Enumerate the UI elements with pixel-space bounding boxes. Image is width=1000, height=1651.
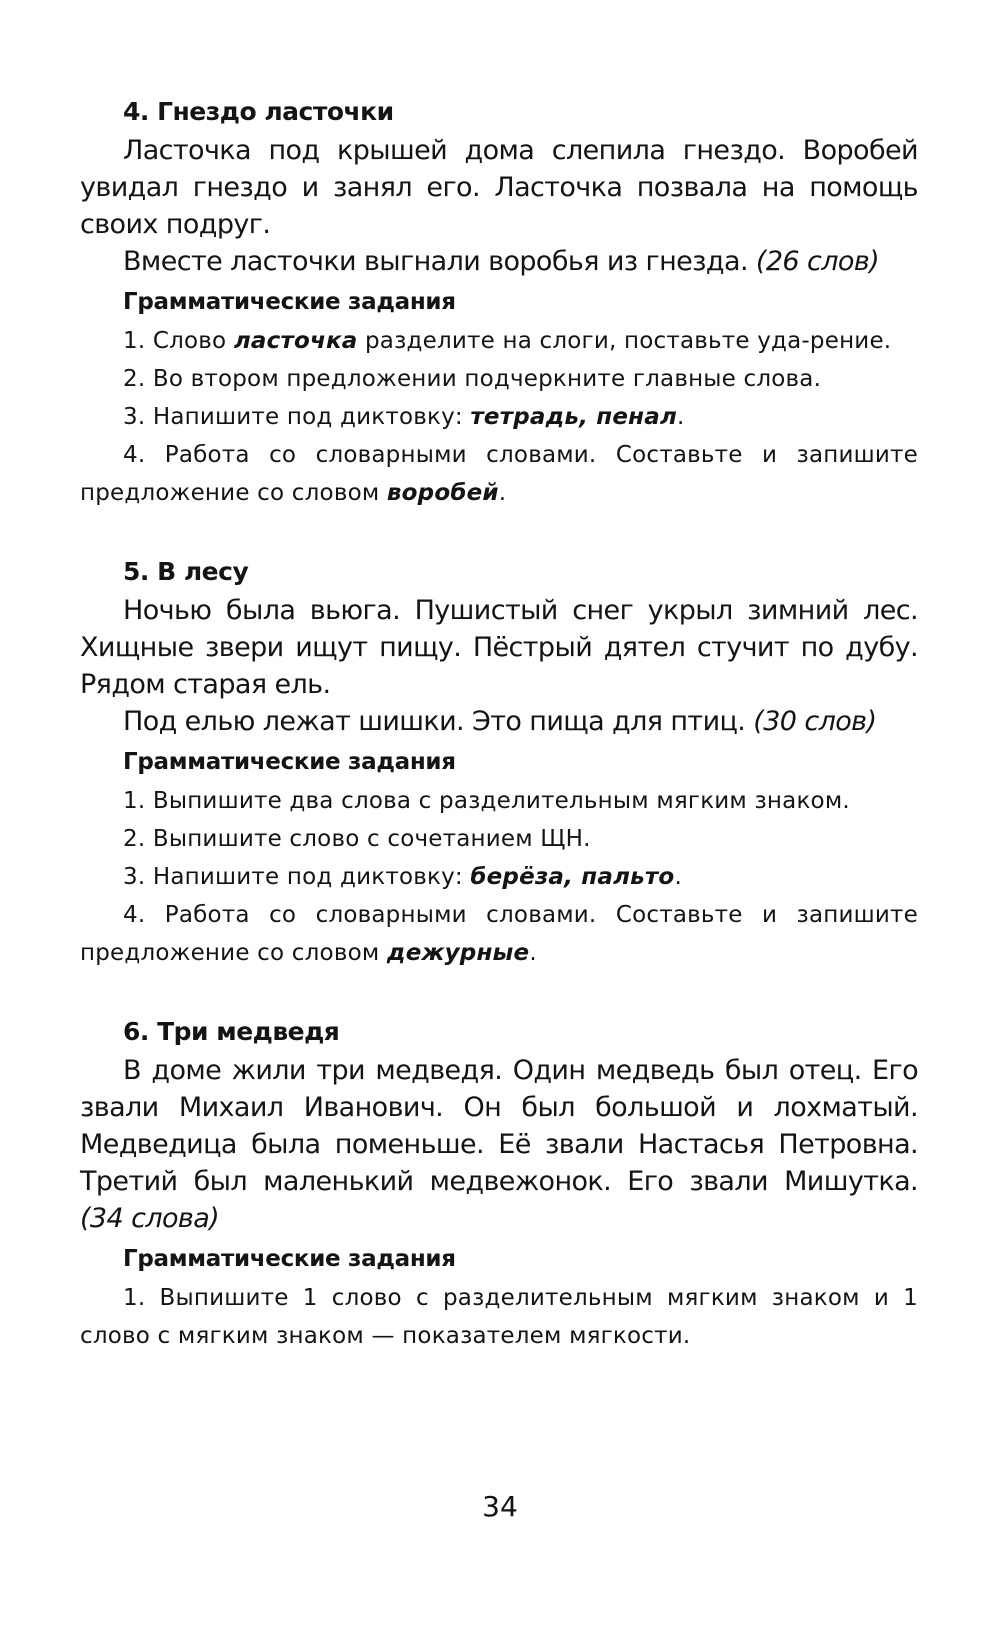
dictation-text: Вместе ласточки выгнали воробья из гнезда. xyxy=(123,246,748,277)
task-keyword: ласточка xyxy=(233,328,358,354)
dictation-paragraph-last xyxy=(80,243,918,280)
word-count: (26 слов) xyxy=(755,246,880,277)
task-item: 1. Выпишите два слова с разделительным мягким знаком. xyxy=(123,788,850,814)
task-keyword: тетрадь, пенал xyxy=(470,404,677,430)
page-content xyxy=(80,92,918,1395)
dictation-paragraph: Ласточка под крышей дома слепила гнездо. Воробей увидал гнездо и занял его. Ласточка позвала на помощь своих подруг. xyxy=(80,135,918,240)
section-title: 4. Гнездо ласточки xyxy=(123,97,394,126)
task-keyword: воробей xyxy=(386,480,499,506)
task-item: 4. Работа со словарными словами. Составьте и запишите предложение со словом воробей. xyxy=(80,442,918,506)
task-item: 2. Во втором предложении подчеркните главные слова. xyxy=(123,366,822,392)
task-item: 3. Напишите под диктовку: берёза, пальто. xyxy=(123,864,682,890)
grammar-heading: Грамматические задания xyxy=(123,289,456,315)
section-in-the-forest xyxy=(80,552,918,972)
dictation-text: В доме жили три медведя. Один медведь был отец. Его звали Михаил Иванович. Он был большой и лохматый. Медведица была поменьше. Её звали Настасья Петровна. Третий был маленький медвежонок. Его звали Мишутка. xyxy=(80,1055,918,1197)
task-item: 4. Работа со словарными словами. Составьте и запишите предложение со словом дежурные. xyxy=(80,902,918,966)
task-item: 2. Выпишите слово с сочетанием ЩН. xyxy=(123,826,591,852)
task-keyword: дежурные xyxy=(386,940,530,966)
page-number: 34 xyxy=(482,1490,518,1523)
dictation-paragraph: Ночью была вьюга. Пушистый снег укрыл зимний лес. Хищные звери ищут пищу. Пёстрый дятел стучит по дубу. Рядом старая ель. xyxy=(80,595,918,700)
section-title: 6. Три медведя xyxy=(123,1017,340,1046)
word-count: (34 слова) xyxy=(80,1203,220,1234)
task-item: 1. Выпишите 1 слово с разделительным мягким знаком и 1 слово с мягким знаком — показателем мягкости. xyxy=(80,1285,918,1349)
section-title: 5. В лесу xyxy=(123,557,249,586)
task-item: 1. Слово ласточка разделите на слоги, поставьте уда-рение. xyxy=(123,328,892,354)
task-item: 3. Напишите под диктовку: тетрадь, пенал. xyxy=(123,404,685,430)
dictation-paragraph-last xyxy=(80,703,918,740)
grammar-heading: Грамматические задания xyxy=(123,1246,456,1272)
section-three-bears xyxy=(80,1012,918,1355)
dictation-text: Под елью лежат шишки. Это пища для птиц. xyxy=(123,706,746,737)
section-swallow-nest xyxy=(80,92,918,512)
dictation-paragraph xyxy=(80,1052,918,1237)
grammar-heading: Грамматические задания xyxy=(123,749,456,775)
task-keyword: берёза, пальто xyxy=(470,864,675,890)
word-count: (30 слов) xyxy=(753,706,877,737)
